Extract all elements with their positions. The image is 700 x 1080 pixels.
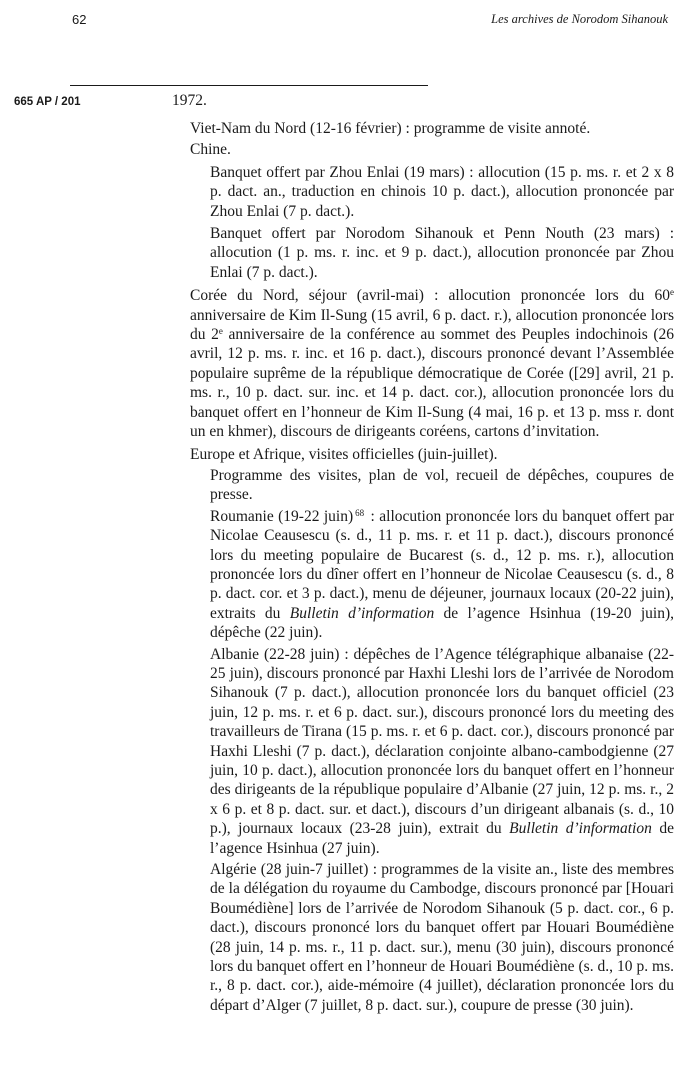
paragraph-albanie bbox=[190, 645, 674, 858]
roumanie-italic: Bulletin d’information bbox=[289, 604, 435, 622]
footnote-reference: 68 bbox=[355, 507, 365, 518]
albanie-text-1: Albanie (22-28 juin) : dépêches de l’Agence télégraphique albanaise (22-25 juin), discours prononcé par Haxhi Lleshi lors de l’arrivée de Norodom Sihanouk (7 p. dact.), allocution prononcée lors du banquet officiel (23 juin, 12 p. ms. r. et 6 p. dact. sur.), discours prononcé lors du meeting des travailleurs de Tirana (15 p. ms. r. et 6 p. dact. cor.), discours prononcé par Haxhi Lleshi (7 p. dact.), déclaration conjointe albano-cambodgienne (27 juin, 10 p. dact.), allocution prononcée lors du banquet offert en l’honneur des dirigeants de la république populaire d’Albanie (27 juin, 12 p. ms. r., 2 x 6 p. et 8 p. dact. sur. et dact.), discours d’un dirigeant albanais (s. d., 10 p.), journaux locaux (23-28 juin), extrait du bbox=[210, 645, 674, 838]
paragraph-vietnam: Viet-Nam du Nord (12-16 février) : programme de visite annoté. bbox=[190, 120, 591, 137]
paragraph-algerie: Algérie (28 juin-7 juillet) : programmes de la visite an., liste des membres de la délégation du royaume du Cambodge, discours prononcé par [Houari Boumédiène] lors de l’arrivée de Norodom Sihanouk (5 p. dact. cor., 6 p. dact.), discours prononcé lors du banquet offert par Houari Boumédiène (28 juin, 14 p. ms. r., 11 p. dact. sur.), menu (30 juin), discours prononcé lors du banquet offert en l’honneur de Houari Boumédiène (s. d., 10 p. ms. r., 8 p. dact. cor.), aide-mémoire (4 juillet), déclaration prononcée lors du départ d’Alger (7 juillet, 8 p. dact. sur.), coupure de presse (30 juin). bbox=[210, 861, 674, 1014]
page-number: 62 bbox=[72, 12, 87, 27]
coree-text-1: Corée du Nord, séjour (avril-mai) : allocution prononcée lors du 60 bbox=[190, 287, 670, 305]
roumanie-text-3: de l’agence Hsinhua (19-20 juin), dépêche (22 juin). bbox=[210, 604, 674, 642]
ordinal-superscript: e bbox=[670, 287, 674, 298]
ordinal-superscript: e bbox=[218, 326, 223, 337]
paragraph-programme: Programme des visites, plan de vol, recueil de dépêches, coupures de presse. bbox=[210, 466, 674, 504]
header-rule bbox=[70, 85, 428, 86]
coree-text-3: anniversaire de la conférence au sommet des Peuples indochinois (26 avril, 12 p. ms. r. inc. et 16 p. dact.), discours prononcé devant l’Assemblée populaire suprême de la république démocratique de Corée ([29] avril, 21 p. ms. r., 10 p. dact. sur. inc. et 14 p. dact. cor.), allocution prononcée lors du banquet offert en l’honneur de Kim Il-Sung (4 mai, 16 p. et 13 p. mss r. dont un en khmer), discours de dirigeants coréens, cartons d’invitation. bbox=[190, 326, 675, 441]
paragraph-chine-banquet-1: Banquet offert par Zhou Enlai (19 mars) : allocution (15 p. ms. r. et 2 x 8 p. dact. an., traduction en chinois 10 p. dact.), allocution prononcée par Zhou Enlai (7 p. dact.). bbox=[210, 163, 674, 220]
entry-year: 1972. bbox=[172, 92, 207, 109]
albanie-italic: Bulletin d’information bbox=[509, 820, 652, 838]
coree-text-2: anniversaire de Kim Il-Sung (15 avril, 6 p. dact. r.), allocution prononcée lors du 2 bbox=[190, 306, 674, 344]
paragraph-roumanie bbox=[190, 507, 674, 643]
entry-content bbox=[190, 119, 674, 1017]
paragraph-chine-banquet-2: Banquet offert par Norodom Sihanouk et Penn Nouth (23 mars) : allocution (1 p. ms. r. inc. et 9 p. dact.), allocution prononcée par Zhou Enlai (7 p. dact.). bbox=[210, 225, 674, 281]
paragraph-europe: Europe et Afrique, visites officielles (juin-juillet). bbox=[190, 445, 498, 463]
roumanie-text-2: : allocution prononcée lors du banquet offert par Nicolae Ceausescu (s. d., 11 p. ms. r. et 11 p. dact.), discours prononcé lors du meeting populaire de Bucarest (s. d., 12 p. ms. r.), allocution prononcée lors du dîner offert en l’honneur de Nicolae Ceausescu (s. d., 8 p. dact. cor. et 3 p. dact.), menu de déjeuner, journaux locaux (20-22 juin), extraits du bbox=[210, 507, 675, 622]
paragraph-chine: Chine. bbox=[190, 141, 231, 159]
running-title: Les archives de Norodom Sihanouk bbox=[491, 12, 668, 26]
roumanie-text-1: Roumanie (19-22 juin) bbox=[210, 507, 354, 525]
albanie-text-2: de l’agence Hsinhua (27 juin). bbox=[210, 820, 675, 857]
paragraph-coree bbox=[190, 286, 674, 441]
archive-cote: 665 AP / 201 bbox=[14, 96, 81, 108]
